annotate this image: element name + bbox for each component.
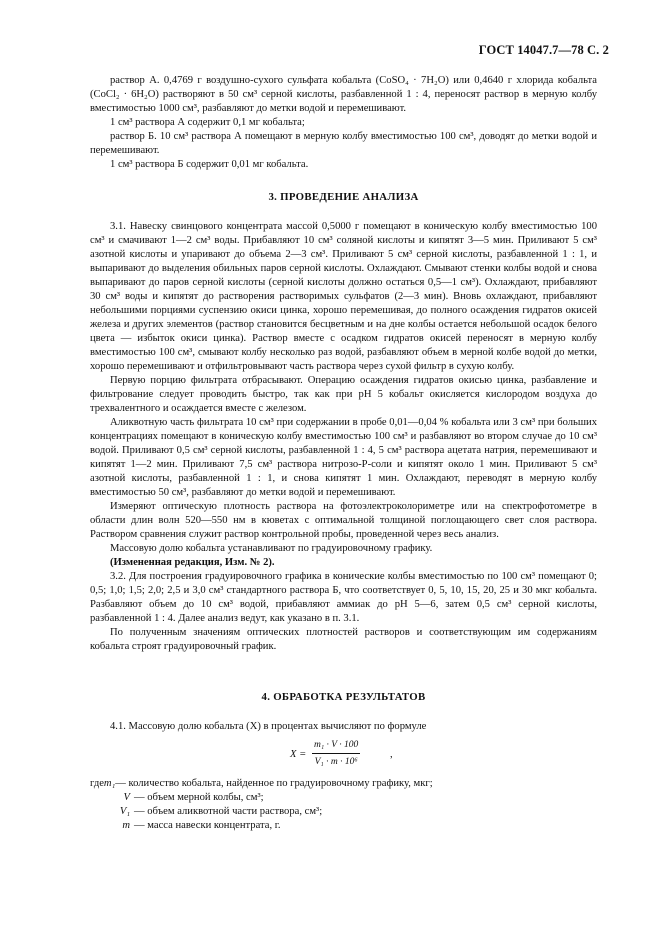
- formula-definitions: [90, 777, 597, 833]
- page-header: ГОСТ 14047.7—78 С. 2: [478, 43, 609, 57]
- definition-lead: где: [90, 778, 104, 789]
- section-3-heading: 3. ПРОВЕДЕНИЕ АНАЛИЗА: [268, 191, 419, 203]
- formula-fraction: [312, 738, 360, 769]
- amendment-note: (Измененная редакция, Изм. № 2).: [110, 557, 275, 568]
- definition-v1: [90, 805, 597, 819]
- formula-comma: ,: [390, 749, 393, 760]
- definition-text: — масса навески концентрата, г.: [134, 820, 281, 831]
- paragraph-4-1: 4.1. Массовую долю кобальта (X) в процентах вычисляют по формуле: [110, 721, 427, 732]
- paragraph-solution-b-content: 1 см³ раствора Б содержит 0,01 мг кобальта.: [110, 159, 309, 170]
- paragraph-3-1-filtrate: Первую порцию фильтрата отбрасывают. Операцию осаждения гидратов окисью цинка, разбавление и фильтрование следует проводить быстро, так как при pH 5 кобальт окисляется кислородом воздуха до трехвалентного и осаждается вместе с железом.: [90, 375, 597, 414]
- paragraph-3-2-graph: По полученным значениям оптических плотностей растворов и соответствующим им содержаниям кобальта строят градуировочный график.: [90, 627, 597, 652]
- definition-term: V: [123, 792, 130, 803]
- formula-lhs: X =: [290, 749, 307, 760]
- paragraph-solution-a-content: 1 см³ раствора А содержит 0,1 мг кобальта;: [110, 117, 305, 128]
- paragraph-solution-b: раствор Б. 10 см³ раствора А помещают в мерную колбу вместимостью 100 см³, доводят до метки водой и перемешивают.: [90, 131, 597, 156]
- definition-term: m₁: [103, 778, 116, 789]
- paragraph-3-1-graph: Массовую долю кобальта устанавливают по градуировочному графику.: [110, 543, 433, 554]
- definition-m: [90, 819, 597, 833]
- definition-text: — количество кобальта, найденное по градуировочному графику, мкг;: [115, 778, 433, 789]
- document-body: [90, 74, 597, 833]
- paragraph-3-1-aliquot: Аликвотную часть фильтрата 10 см³ при содержании в пробе 0,01—0,04 % кобальта или 3 см³ при больших концентрациях помещают в коническую колбу вместимостью 100 см³ и разбавляют во втором случае до 10 см³ водой. Приливают 0,5 см³ серной кислоты, разбавленной 1 : 4, 5 см³ раствора ацетата натрия, перемешивают и кипятят 1—2 мин. Приливают 7,5 см³ раствора нитрозо-Р-соли и кипятят около 1 мин. Приливают 5 см³ азотной кислоты, разбавленной 1 : 1, и снова кипятят 1 мин. Охлаждают, переводят в мерную колбу вместимостью 50 см³, разбавляют до метки водой и перемешивают.: [90, 417, 597, 498]
- paragraph-3-1-measure: Измеряют оптическую плотность раствора на фотоэлектроколориметре или на спектрофотометре в области длин волн 520—550 нм в кюветах с оптимальной толщиной поглощающего свет слоя раствора. Раствором сравнения служит раствор контрольной пробы, проведенной через весь анализ.: [90, 501, 597, 540]
- formula-numerator: m₁ · V · 100: [312, 738, 360, 754]
- definition-v: [90, 791, 597, 805]
- definition-text: — объем аликвотной части раствора, см³;: [134, 806, 323, 817]
- paragraph-solution-a: раствор А. 0,4769 г воздушно-сухого сульфата кобальта (CoSO₄ · 7H₂O) или 0,4640 г хлорида кобальта (CoCl₂ · 6H₂O) растворяют в 50 см³ серной кислоты, разбавленной 1 : 4, переносят раствор в мерную колбу вместимостью 1000 см³, разбавляют до метки водой и перемешивают.: [90, 75, 597, 114]
- paragraph-3-1: 3.1. Навеску свинцового концентрата массой 0,5000 г помещают в коническую колбу вместимостью 100 см³ и смачивают 1—2 см³ воды. Прибавляют 10 см³ соляной кислоты и кипятят 3—5 мин. Приливают 5 см³ азотной кислоты и упаривают до объема 2—3 см³. Приливают 5 см³ серной кислоты, разбавленной 1 : 1, и выпаривают до выделения обильных паров серной кислоты. Охлаждают. Смывают стенки колбы водой и снова выпаривают до паров серной кислоты (серной кислоты должно остаться 0,5—1 см³). Охлаждают, прибавляют 30 см³ воды и кипятят до растворения растворимых сульфатов (2—3 мин). Вновь охлаждают, прибавляют небольшими порциями суспензию окиси цинка, хорошо перемешивая, до полного осаждения гидратов окисей железа и других элементов (раствор становится бесцветным и на дне колбы остается небольшой осадок белого цвета — избыток окиси цинка). Раствор вместе с осадком гидратов окисей переносят в мерную колбу вместимостью 100 см³, смывают колбу несколько раз водой, разбавляют объем в мерной колбе водой до метки, хорошо перемешивают и отфильтровывают часть раствора через сухой фильтр в сухую колбу.: [90, 221, 597, 372]
- definition-text: — объем мерной колбы, см³;: [134, 792, 264, 803]
- paragraph-3-2: 3.2. Для построения градуировочного графика в конические колбы вместимостью по 100 см³ помещают 0; 0,5; 1,0; 1,5; 2,0; 2,5 и 3,0 см³ стандартного раствора Б, что соответствует 0, 5, 10, 15, 20, 25 и 30 мкг кобальта. Разбавляют объем до 10 см³ водой, прибавляют аммиак до pH 5—6, затем 0,5 см³ серной кислоты, разбавленной 1 : 4. Далее анализ ведут, как указано в п. 3.1.: [90, 571, 597, 624]
- formula-denominator: V₁ · m · 10⁶: [314, 757, 358, 767]
- definition-m1: [90, 777, 597, 791]
- definition-term: m: [122, 820, 130, 831]
- definition-term: V₁: [119, 806, 130, 817]
- section-4-heading: 4. ОБРАБОТКА РЕЗУЛЬТАТОВ: [261, 691, 426, 703]
- cobalt-formula: [90, 736, 597, 774]
